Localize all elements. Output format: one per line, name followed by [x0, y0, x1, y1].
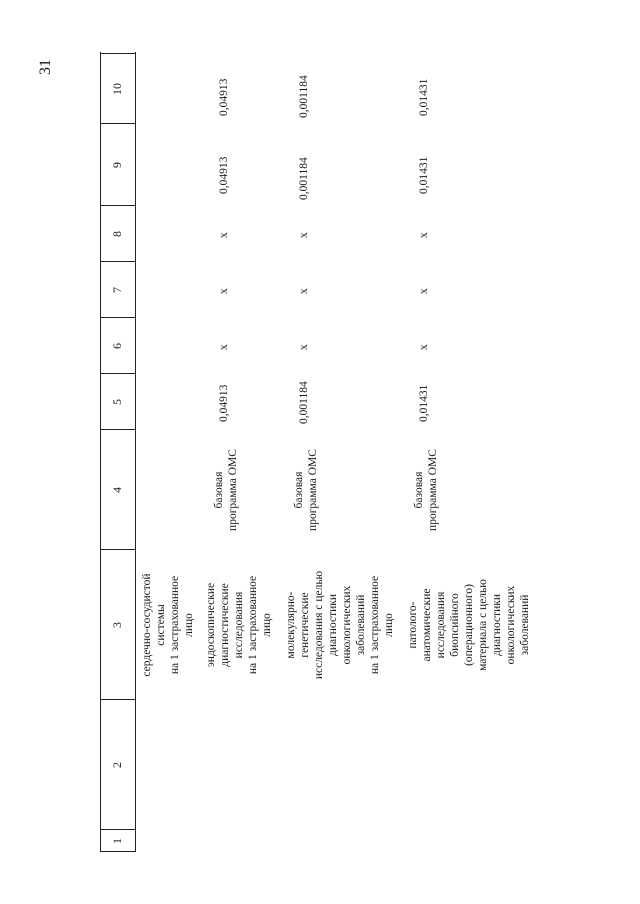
table-cell-value: 0,01431	[418, 156, 430, 194]
column-number: 6	[110, 343, 124, 349]
rotated-table	[100, 52, 540, 852]
table-cell-value: 0,01431	[418, 384, 430, 422]
table-cell-value: x	[218, 288, 230, 294]
column-number-row	[100, 52, 136, 852]
table-cell-program: базовая программа ОМС	[293, 449, 319, 531]
table-cell-value: 0,001184	[298, 75, 310, 118]
column-number: 7	[110, 287, 124, 293]
table-cell-indicator: молекулярно- генетические исследования с целью диагностики онкологических заболеваний на 1 застрахованное лицо	[285, 570, 395, 680]
table-cell-value: x	[418, 344, 430, 350]
table-cell-value: x	[218, 344, 230, 350]
column-number: 8	[110, 231, 124, 237]
table-cell-indicator: сердечно-сосудистой системы на 1 застрахованное лицо	[141, 573, 195, 677]
table-cell-indicator: эндоскопические диагностические исследования на 1 застрахованное лицо	[205, 575, 273, 675]
column-number: 5	[110, 399, 124, 405]
column-number: 2	[110, 762, 124, 768]
column-number: 1	[110, 838, 124, 844]
table-cell-program: базовая программа ОМС	[413, 449, 439, 531]
table-cell-value: 0,04913	[218, 384, 230, 422]
table-cell-value: 0,001184	[298, 381, 310, 424]
table-cell-indicator: патолого- анатомические исследования биопсийного (операционного) материала с целью диагностики онкологических заболеваний	[407, 579, 531, 671]
table-cell-value: 0,001184	[298, 157, 310, 200]
table-cell-program: базовая программа ОМС	[213, 449, 239, 531]
table-cell-value: x	[418, 232, 430, 238]
column-number: 3	[110, 622, 124, 628]
column-number: 4	[110, 487, 124, 493]
table-cell-value: 0,01431	[418, 78, 430, 116]
table-cell-value: x	[298, 344, 310, 350]
page-number: 31	[37, 59, 54, 75]
table-cell-value: x	[218, 232, 230, 238]
table-cell-value: 0,04913	[218, 78, 230, 116]
column-number: 10	[110, 83, 124, 95]
table-cell-value: 0,04913	[218, 156, 230, 194]
table-cell-value: x	[418, 288, 430, 294]
table-cell-value: x	[298, 232, 310, 238]
column-number: 9	[110, 162, 124, 168]
table-cell-value: x	[298, 288, 310, 294]
